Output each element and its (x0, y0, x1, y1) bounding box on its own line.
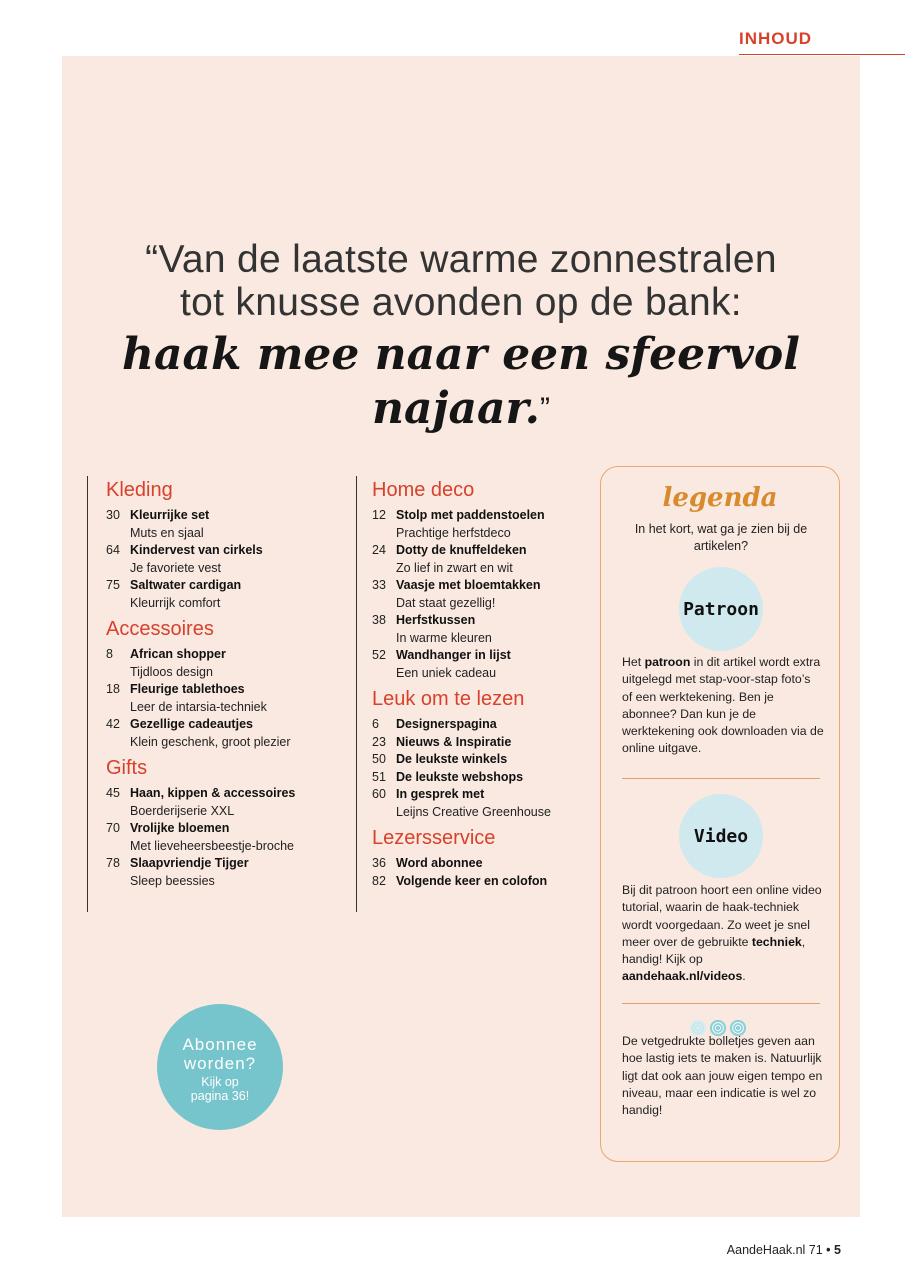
item-title: African shopper (130, 647, 226, 661)
page-number: 82 (372, 873, 386, 888)
page-number: 8 (106, 647, 113, 661)
page-number: 45 (106, 786, 120, 800)
page-number: 36 (372, 856, 386, 870)
subscribe-line-4: pagina 36! (190, 1089, 250, 1103)
item-subtitle: Dat staat gezellig! (396, 595, 496, 610)
page-number: 42 (106, 717, 120, 731)
item-title: Nieuws & Inspiratie (396, 734, 512, 749)
subscribe-line-3: Kijk op (201, 1075, 239, 1089)
footer-site: AandeHaak.nl 71 (726, 1243, 823, 1257)
item-title: Kindervest van cirkels (130, 543, 263, 557)
item-subtitle: Een uniek cadeau (396, 665, 497, 680)
toc-item[interactable] (106, 577, 346, 612)
toc-item[interactable] (106, 820, 346, 855)
item-subtitle: Je favoriete vest (130, 560, 222, 575)
legend-subtitle: In het kort, wat ga je zien bij de artikelen? (634, 522, 808, 553)
item-title: Dotty de knuffeldeken (396, 543, 527, 557)
quote-close-mark: ” (539, 392, 550, 425)
page-number: 23 (372, 734, 386, 749)
quote-line-3 (62, 328, 860, 436)
page-footer (727, 1243, 841, 1257)
item-subtitle: Muts en sjaal (130, 525, 204, 540)
toc-item[interactable] (372, 577, 592, 612)
toc-item[interactable] (372, 647, 592, 682)
item-subtitle: Kleurrijk comfort (130, 595, 221, 610)
patroon-description (622, 654, 824, 758)
page-number: 50 (372, 752, 386, 766)
section-title: Gifts (106, 757, 148, 779)
toc-item[interactable] (106, 681, 346, 716)
toc-item[interactable] (372, 751, 592, 769)
legend-divider (622, 1003, 820, 1004)
section-title: Home deco (372, 479, 475, 501)
section-title: Leuk om te lezen (372, 688, 525, 710)
page-number: 51 (372, 769, 386, 784)
item-subtitle: Leer de intarsia-techniek (130, 699, 267, 714)
header-rule (739, 54, 905, 55)
video-text-mid: , handig! Kijk op (622, 934, 806, 967)
toc-item[interactable] (106, 646, 346, 681)
item-title: Vaasje met bloemtakken (396, 578, 541, 592)
item-title: Haan, kippen & accessoires (130, 786, 296, 800)
item-title: De leukste winkels (396, 752, 508, 766)
item-subtitle: Sleep beessies (130, 873, 215, 888)
page-number: 75 (106, 578, 120, 592)
toc-item[interactable] (372, 507, 592, 542)
subscribe-badge[interactable] (157, 1004, 283, 1130)
video-badge: Video (679, 794, 763, 878)
item-subtitle: Boerderijserie XXL (130, 803, 235, 818)
section-label: INHOUD (739, 29, 813, 48)
video-text-bold-technique: techniek (751, 934, 802, 949)
quote-line-1: “Van de laatste warme zonnestralen (145, 238, 777, 281)
patroon-badge: Patroon (679, 567, 763, 651)
legend-box (600, 466, 840, 1162)
legend-title: legenda (662, 483, 778, 513)
patroon-text-pre: Het (622, 655, 645, 669)
page-number: 38 (372, 613, 386, 627)
video-description (622, 882, 824, 986)
toc-item[interactable] (106, 716, 346, 751)
intro-quote (62, 238, 860, 436)
legend-divider (622, 778, 820, 779)
page-number: 6 (372, 717, 379, 731)
footer-bullet: • (826, 1243, 831, 1257)
toc-item[interactable] (372, 786, 592, 821)
item-subtitle: Klein geschenk, groot plezier (130, 734, 291, 749)
item-title: In gesprek met (396, 787, 485, 801)
item-title: Herfstkussen (396, 613, 476, 627)
quote-line-2: tot knusse avonden op de bank: (180, 281, 742, 324)
quote-line-3-text: haak mee naar een sfeervol najaar. (122, 329, 800, 434)
video-text-pre: Bij dit patroon hoort een online video tutorial, waarin de haak-techniek wordt voorgedaan. Zo weet je snel meer over de gebruikte (622, 883, 822, 949)
subscribe-line-2: worden? (183, 1054, 257, 1073)
toc-item[interactable] (372, 855, 592, 873)
subscribe-line-1: Abonnee (182, 1035, 258, 1054)
section-title: Lezersservice (372, 827, 496, 849)
page-number: 60 (372, 787, 386, 801)
patroon-text-bold: patroon (644, 655, 691, 669)
page-number: 52 (372, 648, 386, 662)
page-number: 18 (106, 682, 120, 696)
item-title: Designerspagina (396, 717, 497, 731)
section-title: Accessoires (106, 618, 214, 640)
toc-item[interactable] (372, 769, 592, 787)
item-subtitle: Leijns Creative Greenhouse (396, 804, 551, 819)
toc-item[interactable] (106, 855, 346, 890)
toc-item[interactable] (106, 542, 346, 577)
item-title: Gezellige cadeautjes (130, 717, 253, 731)
toc-item[interactable] (372, 873, 592, 891)
item-subtitle: Prachtige herfstdeco (396, 525, 511, 540)
item-subtitle: Met lieveheersbeestje-broche (130, 838, 294, 853)
item-title: Vrolijke bloemen (130, 821, 230, 835)
toc-column-middle (356, 476, 592, 912)
item-title: Wandhanger in lijst (396, 648, 511, 662)
item-subtitle: In warme kleuren (396, 630, 492, 645)
item-title: Slaapvriendje Tijger (130, 856, 249, 870)
item-subtitle: Zo lief in zwart en wit (396, 560, 513, 575)
item-title: Stolp met paddenstoelen (396, 508, 545, 522)
item-title: Saltwater cardigan (130, 578, 242, 592)
page-number: 24 (372, 543, 386, 557)
toc-item[interactable] (106, 507, 346, 542)
toc-item[interactable] (372, 542, 592, 577)
toc-item[interactable] (372, 716, 592, 734)
difficulty-description: De vetgedrukte bolletjes geven aan hoe lastig iets te maken is. Natuurlijk ligt dat ook aan jouw eigen tempo en niveau, maar een indicatie is wel zo handig! (622, 1034, 823, 1118)
page-number: 33 (372, 578, 386, 592)
toc-column-left (87, 476, 346, 912)
video-link[interactable]: aandehaak.nl/videos (622, 969, 743, 984)
page-number: 30 (106, 508, 120, 522)
item-title: De leukste webshops (396, 769, 524, 784)
page-number: 78 (106, 856, 120, 870)
page-number: 64 (106, 543, 120, 557)
toc-item[interactable] (372, 734, 592, 752)
video-text-post: . (742, 969, 746, 984)
item-title: Kleurrijke set (130, 508, 210, 522)
item-title: Volgende keer en colofon (396, 873, 548, 888)
patroon-text-post: in dit artikel wordt extra uitgelegd met stap-voor-stap foto’s of een werktekening. Ben je abonnee? Dan kun je de werktekening ook downloaden via de online uitgave. (622, 655, 824, 756)
page-number: 12 (372, 508, 386, 522)
toc-item[interactable] (372, 612, 592, 647)
toc-item[interactable] (106, 785, 346, 820)
item-title: Word abonnee (396, 856, 483, 870)
page-number: 70 (106, 821, 120, 835)
footer-page-number: 5 (834, 1243, 841, 1257)
item-title: Fleurige tablethoes (130, 682, 245, 696)
item-subtitle: Tijdloos design (130, 664, 213, 679)
section-title: Kleding (106, 479, 173, 501)
